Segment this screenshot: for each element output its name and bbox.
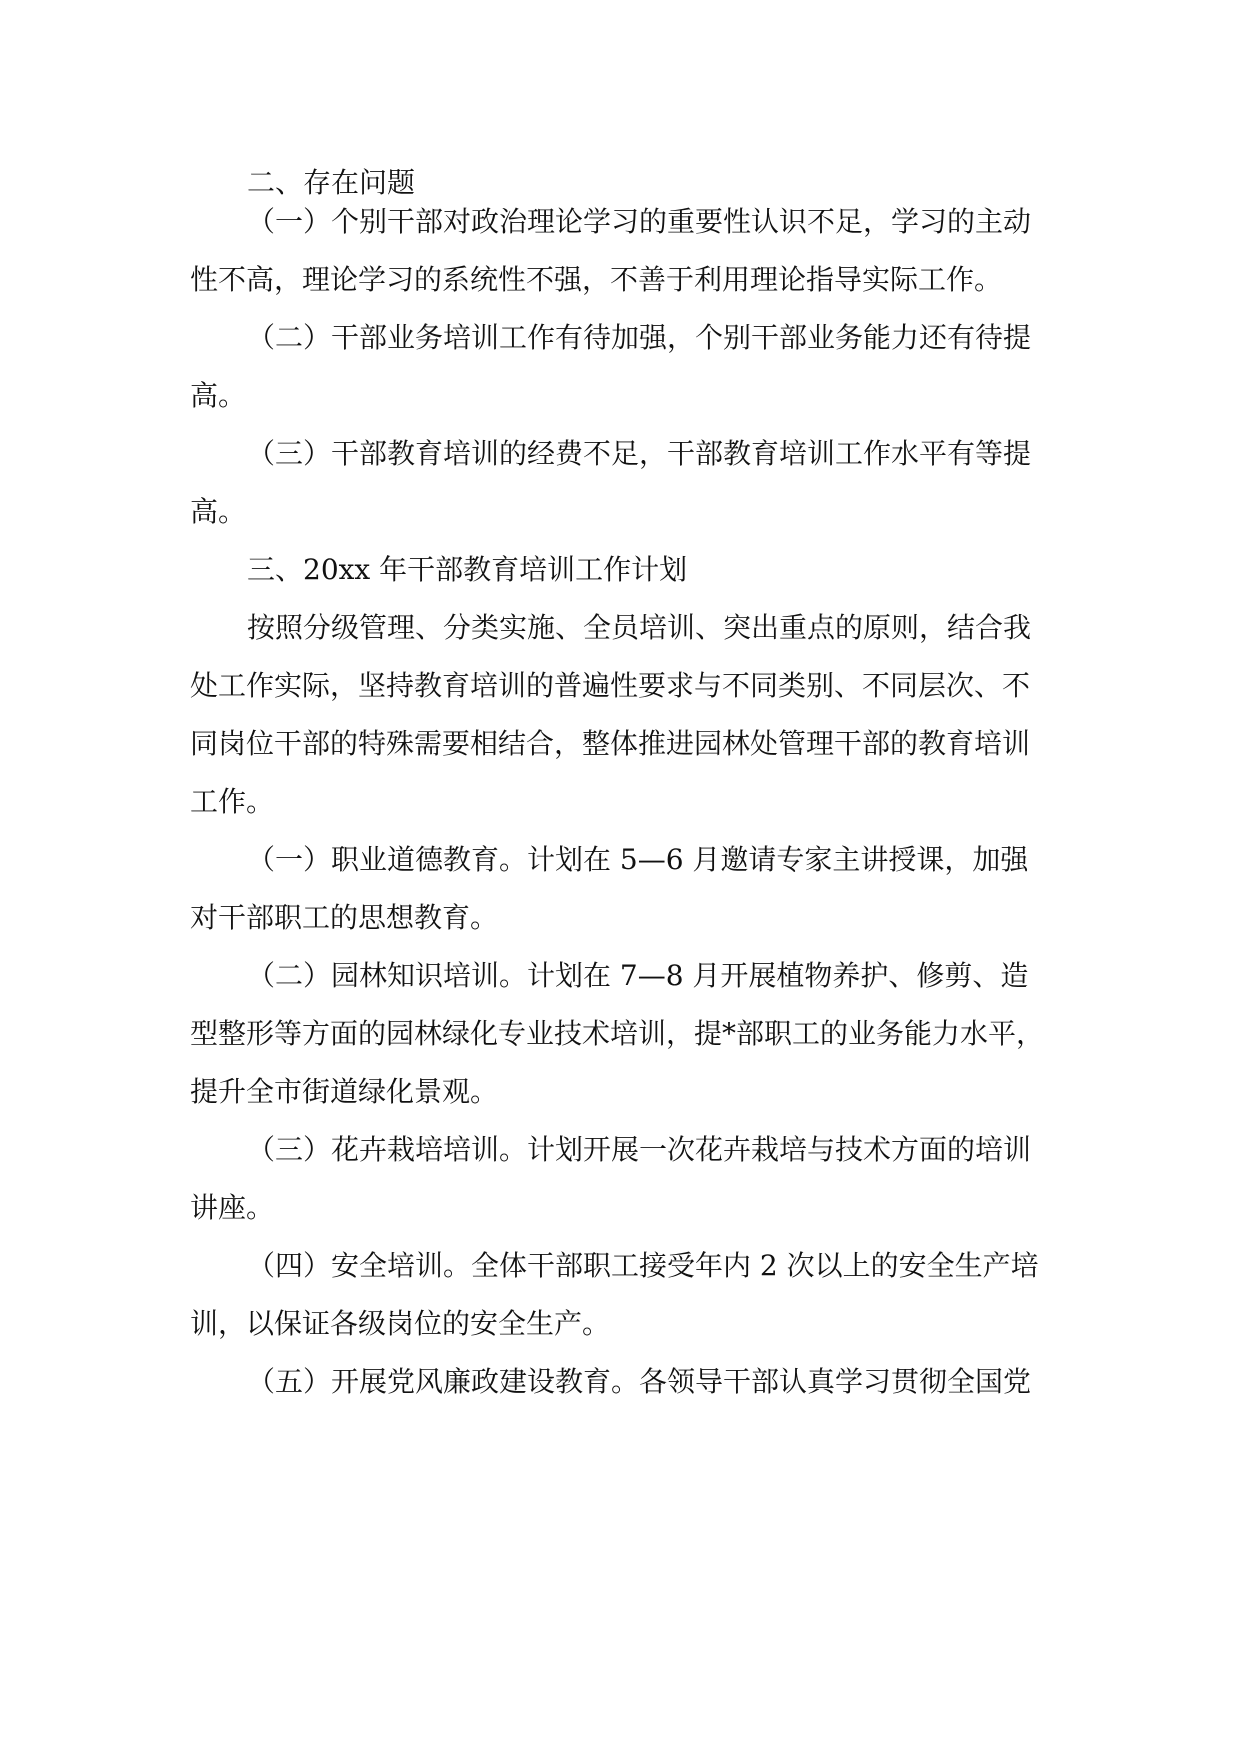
paragraph-line: 训，以保证各级岗位的安全生产。 — [190, 1307, 611, 1340]
paragraph-line: 高。 — [190, 379, 247, 412]
paragraph-line: （三）干部教育培训的经费不足，干部教育培训工作水平有等提 — [247, 437, 1032, 470]
paragraph-line: （一）职业道德教育。计划在 5—6 月邀请专家主讲授课，加强 — [247, 843, 1029, 876]
heading-training-plan: 三、20xx 年干部教育培训工作计划 — [247, 553, 688, 586]
paragraph-line: 性不高，理论学习的系统性不强，不善于利用理论指导实际工作。 — [190, 263, 1003, 296]
paragraph-line: 同岗位干部的特殊需要相结合，整体推进园林处管理干部的教育培训 — [190, 727, 1031, 760]
heading-existing-problems: 二、存在问题 — [247, 166, 416, 199]
paragraph-line: 型整形等方面的园林绿化专业技术培训，提*部职工的业务能力水平， — [190, 1017, 1045, 1050]
paragraph-line: 讲座。 — [190, 1191, 275, 1224]
paragraph-line: 工作。 — [190, 785, 275, 818]
paragraph-line: （一）个别干部对政治理论学习的重要性认识不足，学习的主动 — [247, 205, 1032, 238]
paragraph-line: （二）园林知识培训。计划在 7—8 月开展植物养护、修剪、造 — [247, 959, 1029, 992]
paragraph-line: （二）干部业务培训工作有待加强，个别干部业务能力还有待提 — [247, 321, 1032, 354]
paragraph-line: 高。 — [190, 495, 247, 528]
paragraph-line: 按照分级管理、分类实施、全员培训、突出重点的原则，结合我 — [247, 611, 1032, 644]
paragraph-line: （三）花卉栽培培训。计划开展一次花卉栽培与技术方面的培训 — [247, 1133, 1032, 1166]
paragraph-line: 对干部职工的思想教育。 — [190, 901, 499, 934]
paragraph-line: 提升全市街道绿化景观。 — [190, 1075, 499, 1108]
paragraph-line: 处工作实际，坚持教育培训的普遍性要求与不同类别、不同层次、不 — [190, 669, 1031, 702]
paragraph-line: （五）开展党风廉政建设教育。各领导干部认真学习贯彻全国党 — [247, 1365, 1032, 1398]
paragraph-line: （四）安全培训。全体干部职工接受年内 2 次以上的安全生产培 — [247, 1249, 1039, 1282]
